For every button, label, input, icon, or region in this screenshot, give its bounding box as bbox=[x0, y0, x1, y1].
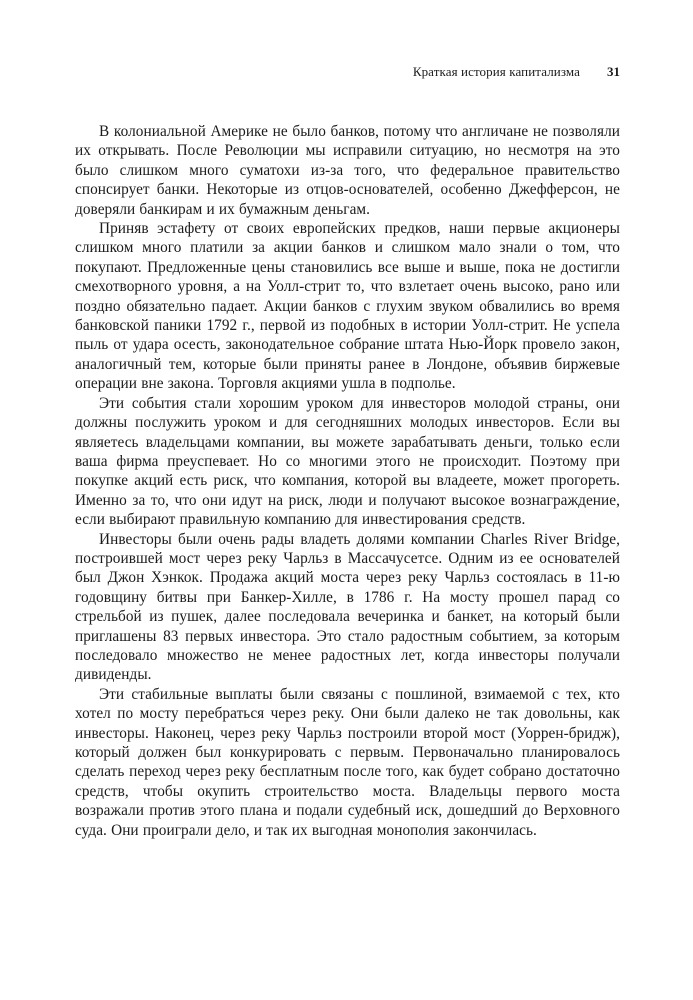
paragraph-lesson-for-investors: Эти события стали хорошим уроком для инвесторов молодой страны, они должны послужить уроком и для сегодняшних молодых инвесторов. Если вы являетесь владельцами компании, вы можете зарабатывать деньги, только если ваша фирма преуспевает. Но со многими этого не происходит. Поэтому при покупке акций есть риск, что компания, которой вы владеете, может прогореть. Именно за то, что они идут на риск, люди и получают высокое вознаграждение, если выбирают правильную компанию для инвестирования средств. bbox=[75, 394, 620, 529]
page-body bbox=[75, 122, 620, 840]
paragraph-charles-river-bridge: Инвесторы были очень рады владеть долями компании Charles River Bridge, построившей мост через реку Чарльз в Массачусетсе. Одним из ее основателей был Джон Хэнкок. Продажа акций моста через реку Чарльз состоялась в 11-ю годовщину битвы при Банкер-Хилле, в 1786 г. На мосту прошел парад со стрельбой из пушек, далее последовала вечеринка и банкет, на который были приглашены 83 первых инвестора. Это стало радостным событием, за которым последовало множество не менее радостных лет, когда инвесторы получали дивиденды. bbox=[75, 530, 620, 684]
page-header bbox=[75, 64, 620, 80]
page-number: 31 bbox=[607, 64, 620, 79]
paragraph-first-shareholders: Приняв эстафету от своих европейских предков, наши первые акционеры слишком много платили за акции банков и слишком мало знали о том, что покупают. Предложенные цены становились все выше и выше, пока не достигли смехотворного уровня, а на Уолл-стрит то, что взлетает очень высоко, рано или поздно обязательно падает. Акции банков с глухим звуком обвалились во время банковской паники 1792 г., первой из подобных в истории Уолл-стрит. Не успела пыль от удара осесть, законодательное собрание штата Нью-Йорк провело закон, аналогичный тем, которые были приняты ранее в Лондоне, объявив биржевые операции вне закона. Торговля акциями ушла в подполье. bbox=[75, 220, 620, 393]
paragraph-banks-colonial-america: В колониальной Америке не было банков, потому что англичане не позволяли их открывать. После Революции мы исправили ситуацию, но несмотря на это было слишком много суматохи из-за того, что федеральное правительство спонсирует банки. Некоторые из отцов-основателей, особенно Джефферсон, не доверяли банкирам и их бумажным деньгам. bbox=[75, 123, 620, 218]
paragraph-toll-and-monopoly-end: Эти стабильные выплаты были связаны с пошлиной, взимаемой с тех, кто хотел по мосту перебраться через реку. Они были далеко не так довольны, как инвесторы. Наконец, через реку Чарльз построили второй мост (Уоррен-бридж), который должен был конкурировать с первым. Первоначально планировалось сделать переход через реку бесплатным после того, как будет собрано достаточно средств, чтобы окупить строительство моста. Владельцы первого моста возражали против этого плана и подали судебный иск, дошедший до Верховного суда. Они проиграли дело, и так их выгодная монополия закончилась. bbox=[75, 685, 620, 839]
running-title: Краткая история капитализма bbox=[412, 64, 580, 79]
